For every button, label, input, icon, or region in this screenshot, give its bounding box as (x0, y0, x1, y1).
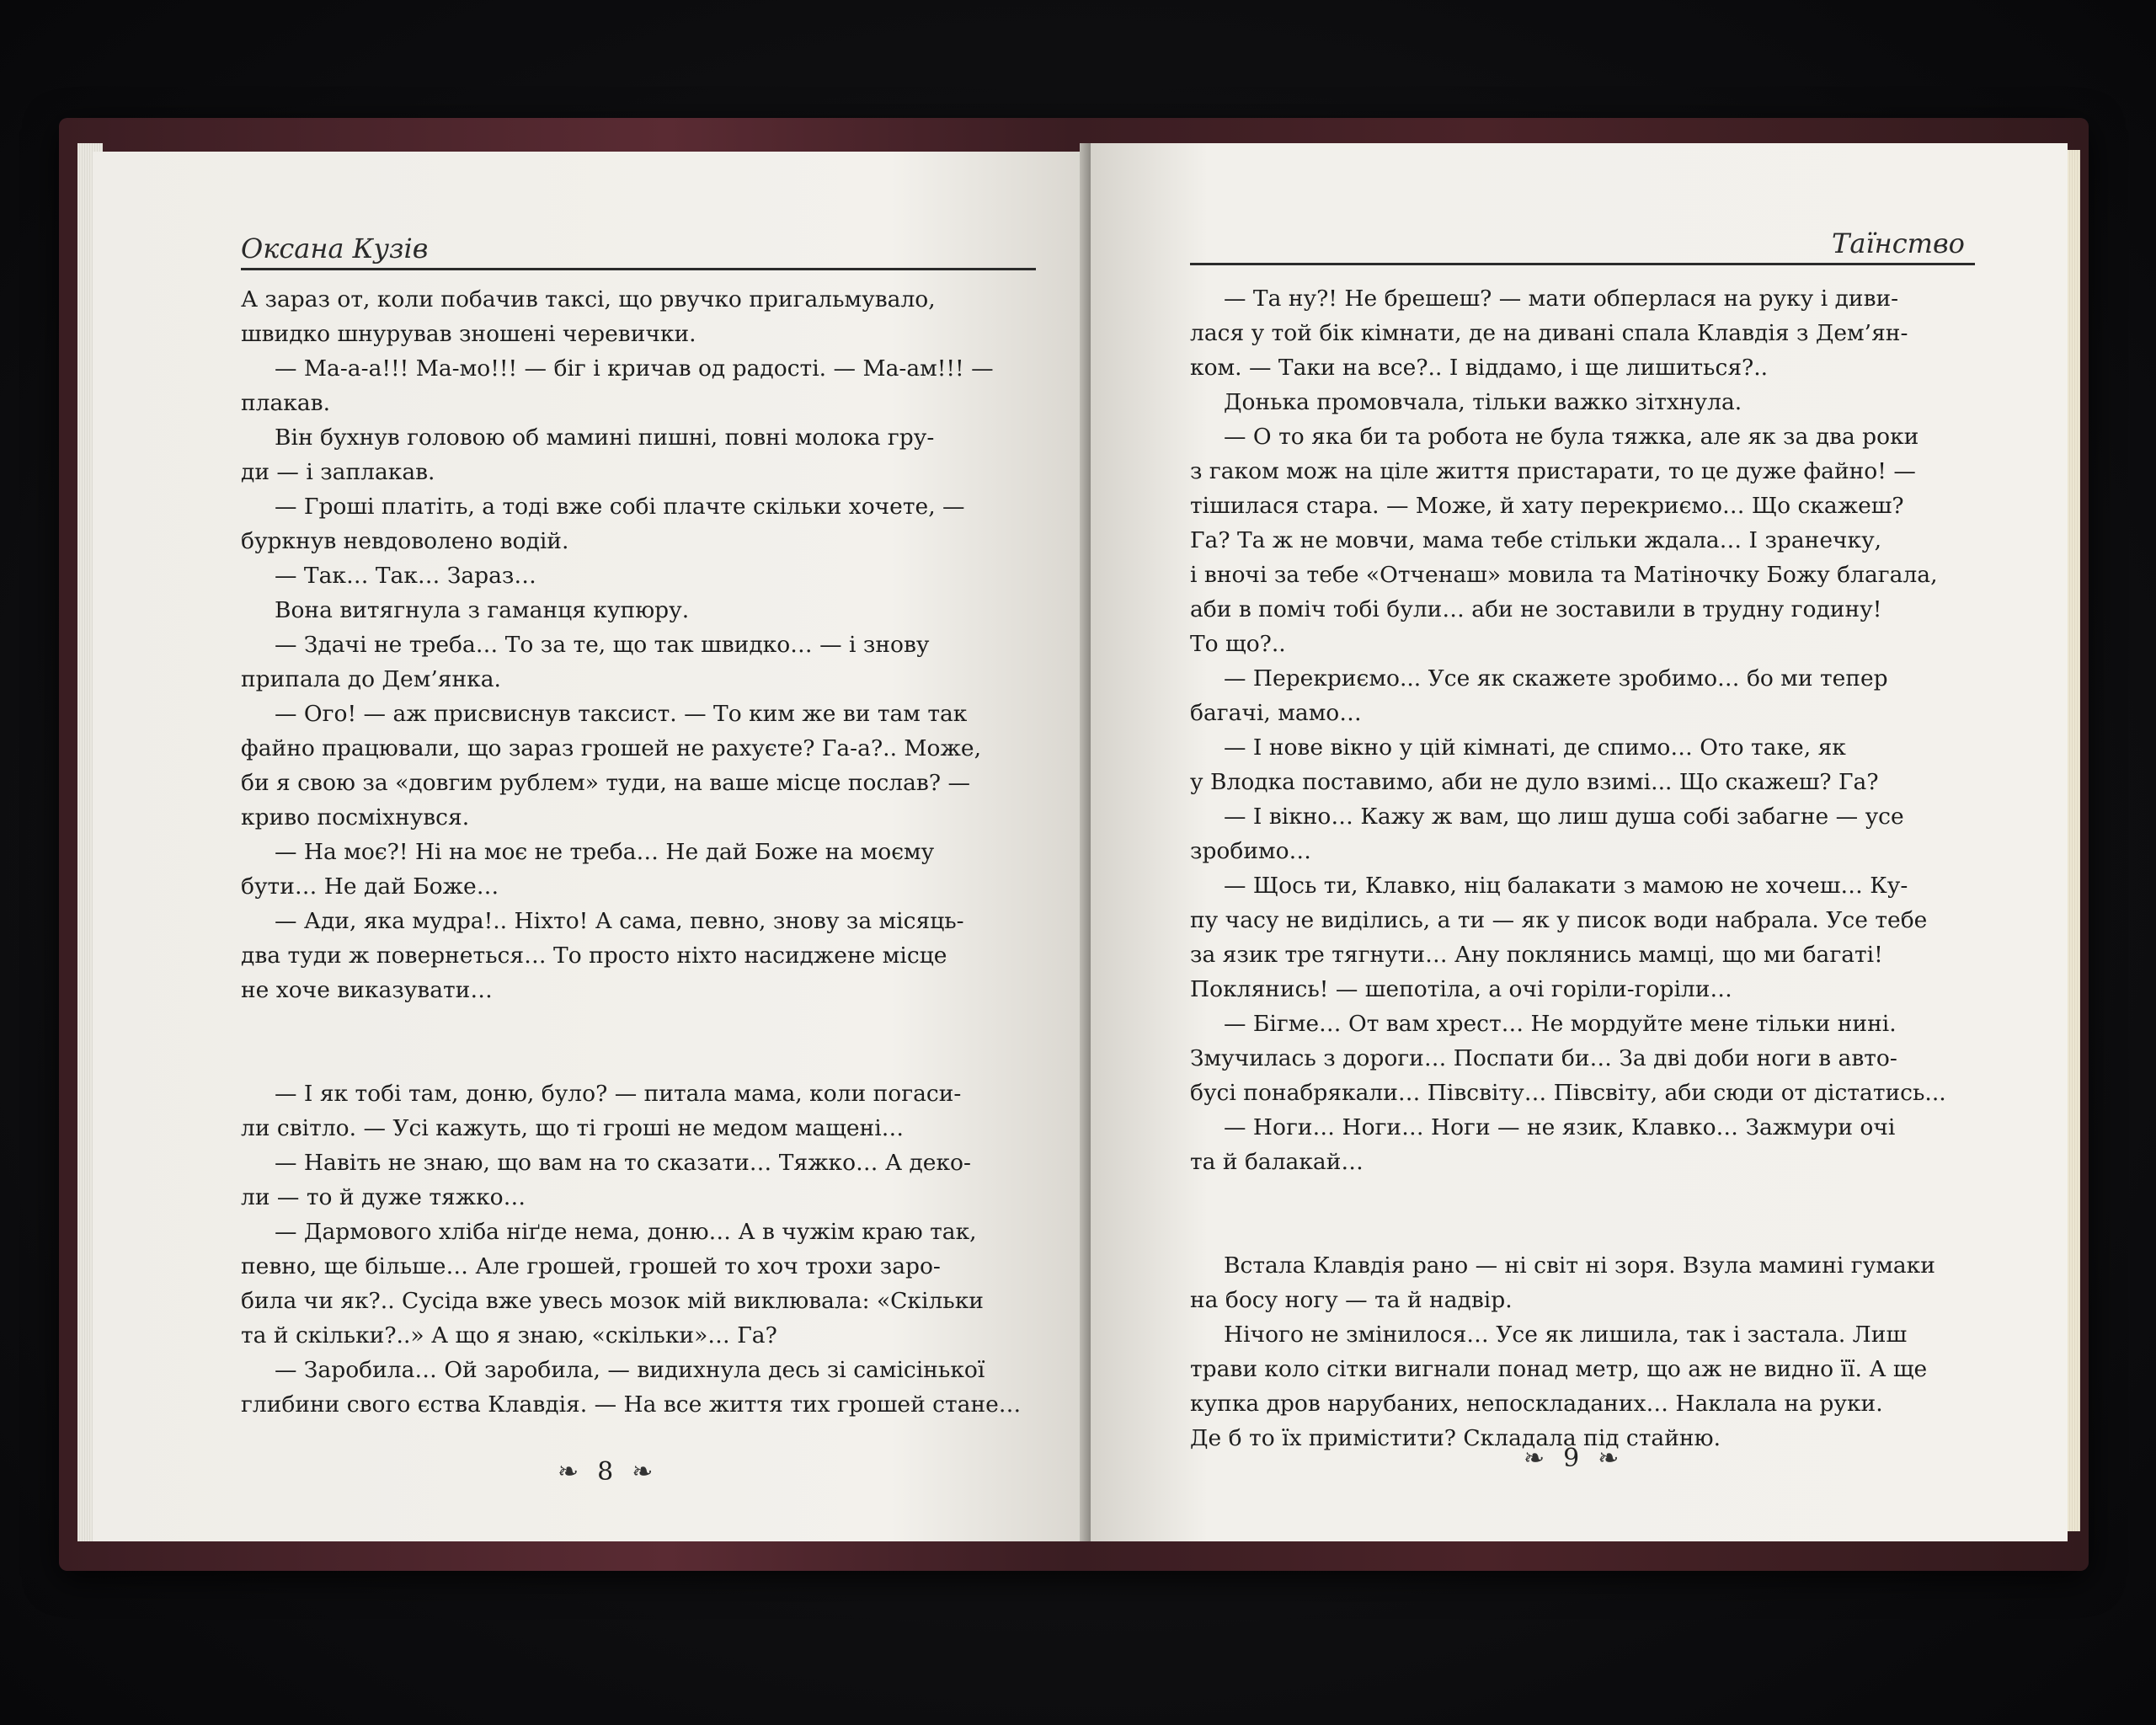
ornament-icon: ❧ (632, 1457, 654, 1487)
text-line: — Навіть не знаю, що вам на то сказати… Тяжко… А деко- (275, 1150, 971, 1176)
text-line: — І як тобі там, доню, було? — питала мама, коли погаси- (275, 1081, 962, 1107)
text-line: — Здачі не треба… То за те, що так швидко… — і знову (275, 632, 930, 658)
text-line: — Гроші платіть, а тоді вже собі плачте скільки хочете, — (275, 494, 965, 520)
text-line: пу часу не виділись, а ти — як у писок води набрала. Усе тебе (1190, 907, 1928, 933)
text-line: плакав. (241, 390, 330, 416)
text-line: — Ноги… Ноги… Ноги — не язик, Клавко… Зажмури очі (1224, 1114, 1896, 1140)
text-line: То що?.. (1190, 631, 1286, 657)
right-page-text (1190, 281, 1999, 1455)
text-line: — Щось ти, Клавко, ніц балакати з мамою не хочеш… Ку- (1224, 873, 1908, 899)
text-line: ди — і заплакав. (241, 459, 435, 485)
right-page (1091, 143, 2068, 1541)
text-line: — Та ну?! Не брешеш? — мати обперлася на руку і диви- (1224, 286, 1899, 312)
left-folio (558, 1457, 653, 1487)
header-rule (241, 268, 1036, 270)
text-line: бусі понабрякали… Півсвіту… Півсвіту, аби сюди от дістатись... (1190, 1080, 1946, 1106)
text-line: багачі, мамо… (1190, 700, 1362, 726)
ornament-icon: ❧ (1598, 1444, 1620, 1473)
text-line: лася у той бік кімнати, де на дивані спала Клавдія з Дем’ян- (1190, 320, 1908, 346)
text-line: Де б то їх примістити? Складала під стайню. (1190, 1425, 1721, 1451)
header-rule (1190, 263, 1975, 265)
page-number: 8 (597, 1457, 614, 1487)
text-line: трави коло сітки вигнали понад метр, що аж не видно її. А ще (1190, 1356, 1928, 1382)
text-line: Поклянись! — шепотіла, а очі горіли-горіли… (1190, 976, 1732, 1002)
text-line: — О то яка би та робота не була тяжка, але як за два роки (1224, 424, 1919, 450)
text-line: А зараз от, коли побачив таксі, що рвучко пригальмувало, (241, 286, 936, 312)
text-line: та й скільки?..» А що я знаю, «скільки»… Га? (241, 1322, 777, 1348)
text-line: — Перекриємо... Усе як скажете зробимо… бо ми тепер (1224, 665, 1888, 692)
left-page-text (241, 282, 1049, 1422)
text-line: криво посміхнувся. (241, 804, 470, 830)
left-page (93, 152, 1091, 1541)
text-line: — Дармового хліба ніґде нема, доню… А в чужім краю так, (275, 1219, 977, 1245)
text-line: та й балакай… (1190, 1149, 1364, 1175)
text-line: Вона витягнула з гаманця купюру. (275, 597, 690, 623)
text-line: зробимо… (1190, 838, 1312, 864)
text-line: била чи як?.. Сусіда вже увесь мозок мій виклювала: «Скільки (241, 1288, 984, 1314)
text-line: — Ади, яка мудра!.. Ніхто! А сама, певно, знову за місяць- (275, 908, 964, 934)
text-line: бути… Не дай Боже… (241, 873, 499, 900)
text-line: на босу ногу — та й надвір. (1190, 1287, 1513, 1313)
text-line: не хоче виказувати… (241, 977, 493, 1003)
text-line: — На моє?! Ні на моє не треба… Не дай Боже на моєму (275, 839, 935, 865)
text-line (1190, 1214, 1999, 1248)
right-folio (1524, 1444, 1619, 1473)
running-head-author: Оксана Кузів (241, 232, 429, 264)
text-line: буркнув невдоволено водій. (241, 528, 569, 554)
text-line: Нічого не змінилося… Усе як лишила, так і застала. Лиш (1224, 1322, 1908, 1348)
text-line: Га? Та ж не мовчи, мама тебе стільки ждала… І зранечку, (1190, 527, 1882, 553)
text-line: аби в поміч тобі були… аби не зоставили в трудну годину! (1190, 596, 1882, 622)
text-line: припала до Дем’янка. (241, 666, 501, 692)
text-line: — І вікно… Кажу ж вам, що лиш душа собі забагне — усе (1224, 804, 1904, 830)
text-line: ли — то й дуже тяжко… (241, 1184, 526, 1210)
text-line (241, 1042, 1049, 1076)
text-line (1190, 1179, 1999, 1214)
text-line: ли світло. — Усі кажуть, що ті гроші не медом мащені… (241, 1115, 905, 1141)
text-line: купка дров нарубаних, непоскладаних… Наклала на руки. (1190, 1391, 1883, 1417)
text-line: би я свою за «довгим рублем» туди, на ваше місце послав? — (241, 770, 970, 796)
text-line: тішилася стара. — Може, й хату перекриємо… Що скажеш? (1190, 493, 1904, 519)
text-line: і вночі за тебе «Отченаш» мовила та Матіночку Божу благала, (1190, 562, 1938, 588)
text-line: Змучилась з дороги… Поспати би… За дві доби ноги в авто- (1190, 1045, 1897, 1071)
text-line: — Бігме… От вам хрест… Не мордуйте мене тільки нині. (1224, 1011, 1897, 1037)
text-line: з гаком мож на ціле життя пристарати, то це дуже файно! — (1190, 458, 1916, 484)
text-line: — І нове вікно у цій кімнаті, де спимо… Ото таке, як (1224, 734, 1846, 761)
text-line: у Влодка поставимо, аби не дуло взимі... Що скажеш? Га? (1190, 769, 1879, 795)
text-line: певно, ще більше… Але грошей, грошей то хоч трохи заро- (241, 1253, 941, 1279)
page-number: 9 (1563, 1444, 1580, 1473)
ornament-icon: ❧ (1524, 1444, 1545, 1473)
text-line: файно працювали, що зараз грошей не рахуєте? Га-а?.. Може, (241, 735, 981, 761)
text-line: два туди ж повернеться… То просто ніхто насиджене місце (241, 943, 947, 969)
running-head-title: Таїнство (1832, 227, 1965, 259)
text-line: — Ого! — аж присвиснув таксист. — То ким же ви там так (275, 701, 968, 727)
text-line: ком. — Таки на все?.. І віддамо, і ще лишиться?.. (1190, 355, 1769, 381)
text-line: швидко шнурував зношені черевички. (241, 321, 696, 347)
text-line: глибини свого єства Клавдія. — На все життя тих грошей стане… (241, 1391, 1022, 1418)
text-line (241, 1007, 1049, 1042)
text-line: — Так… Так… Зараз… (275, 563, 536, 589)
text-line: Донька промовчала, тільки важко зітхнула. (1224, 389, 1742, 415)
text-line: Він бухнув головою об мамині пишні, повні молока гру- (275, 425, 935, 451)
text-line: — Заробила… Ой заробила, — видихнула десь зі самісінької (275, 1357, 985, 1383)
text-line: — Ма-а-а!!! Ма-мо!!! — біг і кричав од радості. — Ма-ам!!! — (275, 355, 994, 382)
text-line: Встала Клавдія рано — ні світ ні зоря. Взула мамині гумаки (1224, 1252, 1935, 1279)
ornament-icon: ❧ (558, 1457, 579, 1487)
text-line: за язик тре тягнути… Ану поклянись мамці, що ми багаті! (1190, 942, 1883, 968)
